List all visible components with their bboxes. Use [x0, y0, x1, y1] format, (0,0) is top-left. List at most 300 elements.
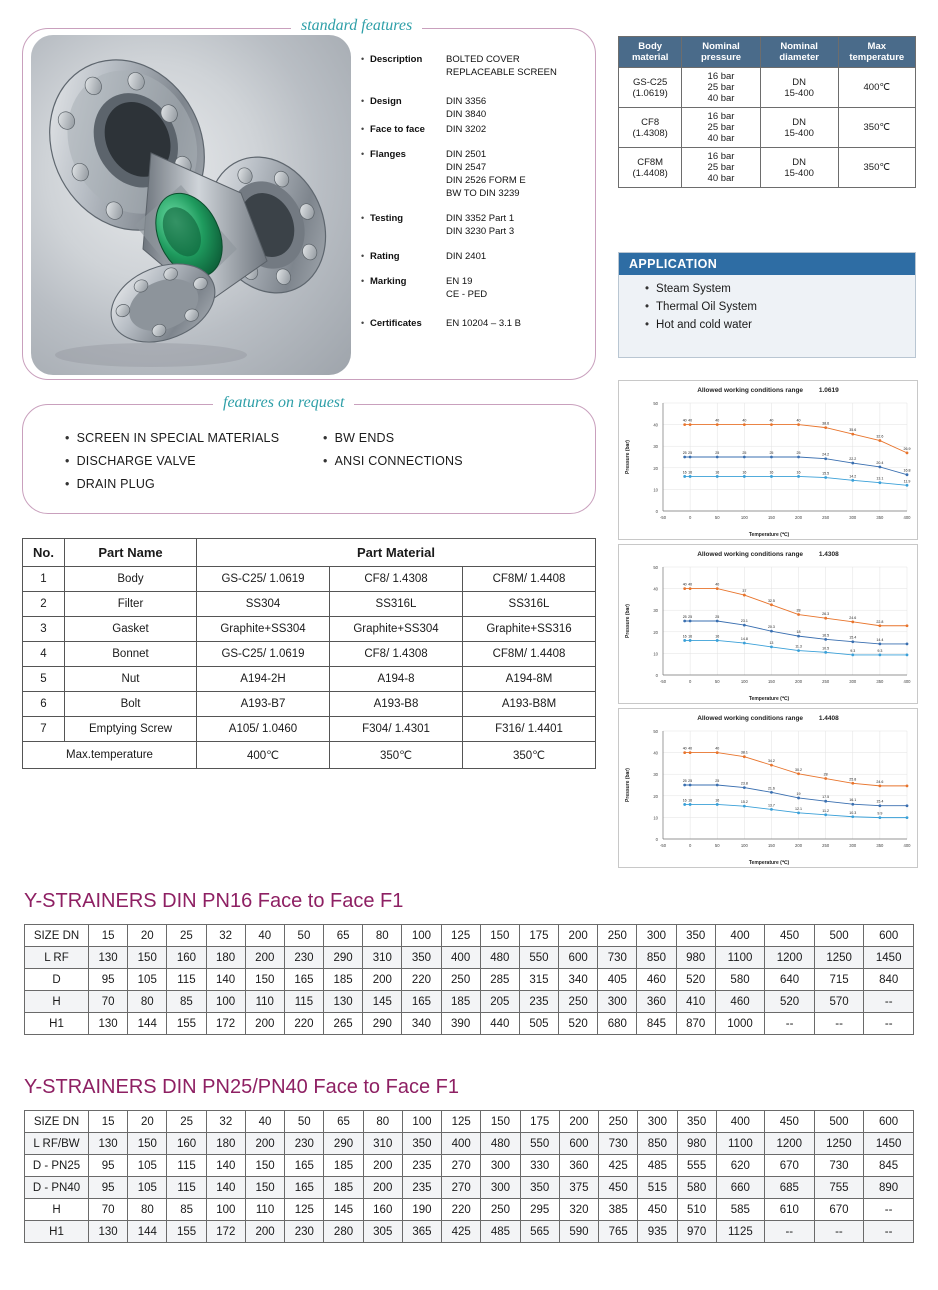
bullet-icon: • — [361, 124, 365, 134]
table-row — [25, 1133, 914, 1155]
cell-value: 115 — [167, 1177, 206, 1199]
svg-text:37: 37 — [742, 589, 747, 594]
cell-value: 70 — [89, 1199, 128, 1221]
cell-value: 200 — [245, 1221, 284, 1243]
svg-text:100: 100 — [740, 679, 748, 684]
spec-values — [446, 317, 591, 330]
spec-values — [446, 250, 591, 263]
cell-value: 290 — [324, 1133, 363, 1155]
header-size-value: 125 — [441, 925, 480, 947]
bullet-icon: • — [361, 96, 365, 106]
svg-text:16.5: 16.5 — [822, 633, 830, 638]
svg-text:200: 200 — [795, 679, 803, 684]
cell-value: 80 — [128, 991, 167, 1013]
svg-text:15.4: 15.4 — [876, 799, 884, 804]
svg-text:16: 16 — [688, 798, 693, 803]
cell-value: 550 — [519, 947, 558, 969]
svg-text:24.6: 24.6 — [876, 779, 884, 784]
cell-max-temp3: 350℃ — [463, 742, 596, 769]
cell-value: 425 — [599, 1155, 638, 1177]
application-list — [619, 275, 915, 331]
cell-mat2: CF8/ 1.4308 — [330, 567, 463, 592]
cell-value: 360 — [559, 1155, 598, 1177]
svg-text:10: 10 — [653, 651, 658, 657]
svg-text:20: 20 — [653, 465, 658, 471]
svg-text:50: 50 — [714, 843, 720, 848]
svg-text:50: 50 — [653, 729, 658, 734]
header-size-value: 200 — [559, 925, 598, 947]
svg-text:100: 100 — [740, 843, 748, 848]
svg-text:Temperature (℃): Temperature (℃) — [748, 860, 790, 866]
cell-no: 3 — [23, 617, 65, 642]
spec-values — [446, 53, 591, 79]
cell-value: 610 — [764, 1199, 814, 1221]
cell-value: 172 — [206, 1221, 245, 1243]
row-label: H1 — [25, 1013, 89, 1035]
svg-text:40: 40 — [653, 422, 658, 428]
cell-value: 230 — [285, 1133, 324, 1155]
chart-plot — [619, 709, 919, 869]
material-code: (1.4308) — [632, 127, 668, 139]
cell-value: 400 — [442, 1133, 481, 1155]
cell-value: 85 — [167, 1199, 206, 1221]
svg-text:150: 150 — [767, 679, 775, 684]
spec-values — [446, 275, 591, 301]
header-size-value: 20 — [128, 1111, 167, 1133]
cell-name: Bonnet — [65, 642, 197, 667]
section-title-pn16: Y-STRAINERS DIN PN16 Face to Face F1 — [24, 890, 404, 912]
svg-text:16.8: 16.8 — [903, 468, 911, 473]
spec-value: BW TO DIN 3239 — [446, 188, 520, 199]
cell-mat2: A194-8 — [330, 667, 463, 692]
svg-text:40: 40 — [682, 582, 687, 587]
svg-text:23.1: 23.1 — [740, 619, 748, 624]
diameter-unit: DN — [792, 116, 806, 128]
cell-value: 980 — [676, 947, 715, 969]
cell-value: 520 — [559, 1013, 598, 1035]
cell-value: 250 — [481, 1199, 520, 1221]
cell-name: Nut — [65, 667, 197, 692]
spec-value: DIN 3840 — [446, 109, 487, 120]
cell-value: 230 — [284, 947, 323, 969]
cell-value: 510 — [677, 1199, 716, 1221]
header-size-value: 175 — [520, 1111, 559, 1133]
cell-max-temperature-label: Max.temperature — [23, 742, 197, 769]
cell-value: 360 — [637, 991, 676, 1013]
header-size-value: 450 — [764, 1111, 814, 1133]
svg-text:9.9: 9.9 — [877, 811, 883, 816]
bullet-icon: • — [361, 149, 365, 159]
cell-mat2: Graphite+SS304 — [330, 617, 463, 642]
part-material-table — [22, 538, 596, 769]
header-size-value: 65 — [324, 925, 363, 947]
cell-value: 95 — [89, 969, 128, 991]
svg-text:17.5: 17.5 — [822, 795, 830, 800]
spec-value: DIN 2501 — [446, 149, 487, 160]
cell-value: 1125 — [716, 1221, 764, 1243]
cell-mat2: SS316L — [330, 592, 463, 617]
cell-value: 190 — [402, 1199, 441, 1221]
cell-mat1: SS304 — [197, 592, 330, 617]
cell-value: 425 — [442, 1221, 481, 1243]
svg-text:18: 18 — [796, 630, 801, 635]
svg-text:400: 400 — [903, 679, 911, 684]
svg-text:40: 40 — [796, 418, 801, 423]
cell-temperature: 350℃ — [838, 148, 915, 188]
header-size-value: 65 — [324, 1111, 363, 1133]
cell-value: 715 — [814, 969, 864, 991]
svg-text:22.8: 22.8 — [876, 619, 884, 624]
svg-text:19: 19 — [796, 791, 801, 796]
cell-value: 450 — [638, 1199, 677, 1221]
bullet-icon: • — [361, 54, 365, 64]
spec-value: DIN 2401 — [446, 251, 487, 262]
material-name: GS-C25 — [632, 76, 668, 88]
cell-value: 320 — [559, 1199, 598, 1221]
svg-text:25: 25 — [688, 779, 693, 783]
row-label: D - PN25 — [25, 1155, 89, 1177]
svg-text:23.8: 23.8 — [740, 781, 748, 786]
material-name: CF8M — [637, 156, 664, 168]
application-item: • Steam System — [645, 283, 915, 295]
cell-value: 585 — [716, 1199, 764, 1221]
spec-label: Description — [370, 54, 423, 65]
cell-value: 730 — [598, 947, 637, 969]
cell-value: 520 — [676, 969, 715, 991]
spec-label: Flanges — [370, 149, 406, 160]
svg-text:15.4: 15.4 — [849, 635, 857, 640]
svg-text:16.1: 16.1 — [849, 798, 857, 803]
cell-pressure — [682, 108, 760, 148]
cell-mat1: GS-C25/ 1.0619 — [197, 567, 330, 592]
svg-text:Pressure (bar): Pressure (bar) — [625, 440, 631, 474]
cell-value: 485 — [481, 1221, 520, 1243]
svg-text:150: 150 — [767, 843, 775, 848]
cell-value: 640 — [765, 969, 815, 991]
table-row — [25, 1221, 914, 1243]
body-material-table — [618, 36, 916, 188]
dimensions-table-pn16 — [24, 924, 914, 1035]
bullet-icon: • — [361, 251, 365, 261]
cell-value: 150 — [245, 1155, 284, 1177]
header-size-value: 25 — [167, 925, 206, 947]
table-footer-row — [23, 742, 596, 769]
cell-no: 5 — [23, 667, 65, 692]
header-text: Max temperature — [849, 41, 905, 63]
svg-text:10.5: 10.5 — [822, 646, 830, 651]
svg-text:50: 50 — [714, 515, 720, 520]
cell-value: 100 — [206, 991, 245, 1013]
cell-value: 180 — [206, 947, 245, 969]
cell-value: 270 — [442, 1177, 481, 1199]
cell-value: 150 — [245, 969, 284, 991]
cell-temperature: 400℃ — [838, 68, 915, 108]
header-size-value: 32 — [206, 1111, 245, 1133]
application-item: • Thermal Oil System — [645, 301, 915, 313]
svg-text:Temperature (℃): Temperature (℃) — [748, 532, 790, 538]
cell-value: 165 — [402, 991, 441, 1013]
header-size-value: 15 — [89, 1111, 128, 1133]
pressure-value: 16 bar — [707, 71, 735, 82]
cell-max-temp1: 400℃ — [197, 742, 330, 769]
svg-text:0: 0 — [655, 673, 658, 678]
chart-plot — [619, 381, 919, 541]
svg-text:13.1: 13.1 — [876, 476, 884, 481]
svg-text:25.8: 25.8 — [849, 777, 857, 782]
svg-text:10: 10 — [653, 487, 658, 493]
svg-text:20: 20 — [653, 629, 658, 635]
cell-value: 105 — [128, 1155, 167, 1177]
cell-value: 1100 — [715, 947, 765, 969]
svg-text:40: 40 — [715, 746, 720, 751]
svg-text:25: 25 — [688, 451, 693, 455]
cell-pressure — [682, 68, 760, 108]
table-row — [619, 108, 916, 148]
header-size-value: 20 — [128, 925, 167, 947]
header-size-value: 150 — [480, 925, 519, 947]
header-size-value: 500 — [814, 1111, 864, 1133]
cell-value: 890 — [864, 1177, 914, 1199]
svg-text:40: 40 — [715, 418, 720, 423]
svg-text:40: 40 — [688, 746, 693, 751]
svg-text:100: 100 — [740, 515, 748, 520]
svg-text:30: 30 — [653, 772, 658, 778]
table-row — [25, 991, 914, 1013]
cell-value: 115 — [284, 991, 323, 1013]
svg-text:-50: -50 — [659, 843, 667, 848]
cell-name: Bolt — [65, 692, 197, 717]
table-row — [23, 567, 596, 592]
cell-value: 565 — [520, 1221, 559, 1243]
svg-text:0: 0 — [688, 515, 692, 520]
spec-label: Face to face — [370, 124, 425, 135]
svg-text:11.9: 11.9 — [903, 479, 911, 484]
header-size-value: 32 — [206, 925, 245, 947]
standard-features-panel — [22, 17, 596, 380]
svg-text:20.3: 20.3 — [767, 625, 775, 630]
header-size-value: 400 — [716, 1111, 764, 1133]
cell-mat1: A193-B7 — [197, 692, 330, 717]
section-title-pn25-pn40: Y-STRAINERS DIN PN25/PN40 Face to Face F1 — [24, 1076, 459, 1098]
header-size-value: 250 — [599, 1111, 638, 1133]
svg-text:40: 40 — [742, 418, 747, 423]
header-text: Body material — [631, 41, 669, 63]
header-size-value: 25 — [167, 1111, 206, 1133]
spec-row — [361, 212, 591, 238]
header-size-value: 600 — [864, 1111, 914, 1133]
cell-value: 600 — [559, 947, 598, 969]
cell-mat3: Graphite+SS316 — [463, 617, 596, 642]
cell-value: -- — [864, 1013, 914, 1035]
cell-mat2: F304/ 1.4301 — [330, 717, 463, 742]
svg-text:24.2: 24.2 — [822, 452, 830, 457]
cell-value: 200 — [245, 1013, 284, 1035]
cell-value: 620 — [716, 1155, 764, 1177]
cell-material — [619, 68, 682, 108]
table-row — [25, 1199, 914, 1221]
svg-text:32.5: 32.5 — [767, 598, 775, 603]
svg-text:30: 30 — [653, 444, 658, 450]
cell-value: 350 — [520, 1177, 559, 1199]
header-size-value: 100 — [402, 1111, 441, 1133]
header-size-value: 40 — [245, 925, 284, 947]
cell-value: 270 — [442, 1155, 481, 1177]
chart-material-code: 1.4408 — [818, 715, 839, 722]
cell-value: 200 — [245, 947, 284, 969]
svg-text:11.2: 11.2 — [822, 808, 830, 813]
svg-text:16: 16 — [769, 470, 774, 475]
svg-text:38.6: 38.6 — [822, 421, 830, 426]
cell-mat3: SS316L — [463, 592, 596, 617]
cell-value: -- — [814, 1221, 864, 1243]
svg-text:15.2: 15.2 — [740, 800, 748, 805]
svg-text:9.3: 9.3 — [850, 648, 856, 653]
cell-value: 185 — [324, 1155, 363, 1177]
cell-value: 385 — [599, 1199, 638, 1221]
cell-value: 235 — [402, 1155, 441, 1177]
cell-no: 6 — [23, 692, 65, 717]
svg-text:16: 16 — [688, 634, 693, 639]
cell-value: 340 — [402, 1013, 441, 1035]
cell-value: 1450 — [864, 947, 914, 969]
material-code: (1.0619) — [632, 87, 668, 99]
cell-value: 730 — [599, 1133, 638, 1155]
svg-text:20.4: 20.4 — [876, 460, 884, 465]
chart-title-text: Allowed working conditions range — [697, 551, 804, 558]
dimensions-table-pn25-pn40 — [24, 1110, 914, 1243]
cell-value: 840 — [864, 969, 914, 991]
cell-diameter — [760, 68, 838, 108]
cell-value: -- — [864, 1221, 914, 1243]
header-body-material — [619, 37, 682, 68]
svg-text:38.1: 38.1 — [740, 750, 748, 755]
cell-value: 205 — [480, 991, 519, 1013]
cell-value: 140 — [206, 969, 245, 991]
cell-mat3: F316/ 1.4401 — [463, 717, 596, 742]
cell-value: 130 — [324, 991, 363, 1013]
cell-value: 105 — [128, 1177, 167, 1199]
header-max-temperature — [838, 37, 915, 68]
svg-text:Temperature (℃): Temperature (℃) — [748, 696, 790, 702]
svg-text:25: 25 — [769, 451, 774, 455]
cell-mat3: A194-8M — [463, 667, 596, 692]
features-on-request-title: features on request — [213, 394, 354, 412]
cell-value: 180 — [206, 1133, 245, 1155]
cell-value: 165 — [285, 1177, 324, 1199]
header-no: No. — [23, 539, 65, 567]
table-row — [25, 1013, 914, 1035]
cell-value: 570 — [814, 991, 864, 1013]
header-size-value: 350 — [676, 925, 715, 947]
cell-value: 200 — [363, 969, 402, 991]
cell-value: 580 — [677, 1177, 716, 1199]
cell-value: 450 — [599, 1177, 638, 1199]
cell-mat1: A194-2H — [197, 667, 330, 692]
cell-value: 515 — [638, 1177, 677, 1199]
svg-text:400: 400 — [903, 843, 911, 848]
header-size-value: 150 — [481, 1111, 520, 1133]
table-row — [25, 969, 914, 991]
spec-values — [446, 148, 591, 200]
svg-text:16: 16 — [715, 798, 720, 803]
features-on-request-panel — [22, 394, 596, 514]
cell-pressure — [682, 148, 760, 188]
cell-value: 980 — [677, 1133, 716, 1155]
header-size-value: 600 — [864, 925, 914, 947]
svg-text:9.3: 9.3 — [877, 648, 883, 653]
cell-value: 755 — [814, 1177, 864, 1199]
standard-features-title: standard features — [291, 17, 422, 35]
cell-no: 4 — [23, 642, 65, 667]
cell-name: Body — [65, 567, 197, 592]
cell-value: 125 — [285, 1199, 324, 1221]
application-header: APPLICATION — [619, 253, 915, 275]
cell-value: 110 — [245, 991, 284, 1013]
spec-label: Design — [370, 96, 402, 107]
svg-text:0: 0 — [655, 509, 658, 514]
cell-value: 185 — [324, 1177, 363, 1199]
feature-item: • ANSI CONNECTIONS — [323, 454, 463, 468]
cell-value: 440 — [480, 1013, 519, 1035]
cell-value: 265 — [324, 1013, 363, 1035]
cell-value: 185 — [324, 969, 363, 991]
spec-value: DIN 3352 Part 1 — [446, 213, 515, 224]
header-size-value: 175 — [519, 925, 558, 947]
spec-row — [361, 123, 591, 136]
svg-text:25: 25 — [715, 779, 720, 783]
header-size-value: 500 — [814, 925, 864, 947]
cell-value: 100 — [206, 1199, 245, 1221]
cell-value: 870 — [676, 1013, 715, 1035]
cell-value: 845 — [864, 1155, 914, 1177]
svg-text:25: 25 — [682, 615, 687, 619]
svg-text:14.4: 14.4 — [876, 637, 884, 642]
spec-value: CE - PED — [446, 289, 488, 300]
cell-mat1: A105/ 1.0460 — [197, 717, 330, 742]
svg-text:16: 16 — [715, 634, 720, 639]
valve-photo — [31, 35, 351, 375]
svg-text:26.3: 26.3 — [822, 612, 830, 617]
cell-value: 555 — [677, 1155, 716, 1177]
svg-text:16: 16 — [796, 470, 801, 475]
cell-value: 110 — [245, 1199, 284, 1221]
spec-label: Certificates — [370, 318, 422, 329]
standard-features-spec-list — [361, 53, 591, 332]
cell-value: 685 — [764, 1177, 814, 1199]
cell-value: 765 — [599, 1221, 638, 1243]
table-header-row — [23, 539, 596, 567]
svg-text:30.2: 30.2 — [795, 767, 803, 772]
header-text: Nominal pressure — [700, 41, 742, 63]
svg-text:0: 0 — [688, 843, 692, 848]
spec-value: DIN 3356 — [446, 96, 487, 107]
cell-value: 220 — [442, 1199, 481, 1221]
cell-mat3: CF8M/ 1.4408 — [463, 642, 596, 667]
chart-working-conditions-1-4308 — [618, 544, 918, 704]
cell-value: 80 — [128, 1199, 167, 1221]
svg-text:28: 28 — [823, 772, 828, 777]
cell-value: 460 — [637, 969, 676, 991]
feature-item: • DRAIN PLUG — [65, 477, 279, 491]
spec-value: EN 19 — [446, 276, 473, 287]
svg-text:12.1: 12.1 — [795, 806, 803, 811]
svg-text:0: 0 — [688, 679, 692, 684]
material-name: CF8 — [641, 116, 660, 128]
svg-text:40: 40 — [688, 582, 693, 587]
spec-value: DIN 2526 FORM E — [446, 175, 526, 186]
header-size-value: 350 — [677, 1111, 716, 1133]
svg-text:13: 13 — [769, 640, 774, 645]
